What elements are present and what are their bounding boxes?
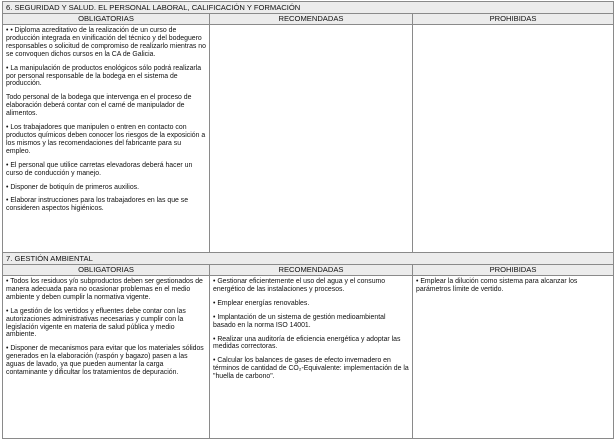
section-6-title: 6. SEGURIDAD Y SALUD. EL PERSONAL LABORAL, CALIFICACIÓN Y FORMACIÓN <box>3 2 614 14</box>
prohibidas-cell <box>413 25 614 257</box>
section-7-table <box>2 252 614 439</box>
header-prohibidas: PROHIBIDAS <box>413 14 614 25</box>
list-item: • Realizar una auditoría de eficiencia energética y adoptar las medidas correctoras. <box>213 335 401 351</box>
list-item: • Todos los residuos y/o subproductos deben ser gestionados de manera adecuada para no ocasionar problemas en el medio ambiente y deben cumplir la normativa vigente. <box>6 278 203 301</box>
list-item: Todo personal de la bodega que intervenga en el proceso de elaboración deberá contar con el carné de manipulador de alimentos. <box>6 94 192 118</box>
list-item: • Disponer de mecanismos para evitar que los materiales sólidos generados en la elaboración (raspón y bagazo) pasen a las aguas de lavado, ya que pueden aumentar la carga contaminante y dificultar los tratamientos de depuración. <box>6 345 204 377</box>
list-item: • • Diploma acreditativo de la realización de un curso de producción integrada en vinificación del técnico y del bodeguero responsables o solicitud de compromiso de realizarlo mientras no se convoquen dichos cursos en la CA de Galicia. <box>6 27 206 58</box>
list-item: • Implantación de un sistema de gestión medioambiental basado en la norma ISO 14001. <box>213 313 386 329</box>
list-item: • Gestionar eficientemente el uso del agua y el consumo energético de las instalaciones y procesos. <box>213 278 386 293</box>
list-item: • La manipulación de productos enológicos sólo podrá realizarla por personal responsable de la bodega en el sistema de producción. <box>6 64 202 88</box>
list-item: • Los trabajadores que manipulen o entren en contacto con productos químicos deben conocer los riesgos de la exposición a los mismos y las recomendaciones del fabricante para su empleo. <box>6 124 206 155</box>
recomendadas-cell <box>210 25 413 257</box>
list-item: • Disponer de botiquín de primeros auxilios. <box>6 183 140 191</box>
list-item: • Elaborar instrucciones para los trabajadores en las que se consideren aspectos higiénicos. <box>6 197 189 213</box>
header-prohibidas: PROHIBIDAS <box>413 265 614 276</box>
header-obligatorias: OBLIGATORIAS <box>3 14 210 25</box>
list-item: • Calcular los balances de gases de efecto invernadero en términos de cantidad de CO₂-Equivalente: implementación de la "huella de carbono". <box>213 357 409 381</box>
list-item: • Emplear la dilución como sistema para alcanzar los parámetros límite de vertido. <box>416 278 578 293</box>
section-6-table <box>2 1 614 257</box>
obligatorias-cell <box>3 276 210 439</box>
obligatorias-cell <box>3 25 210 257</box>
list-item: • La gestión de los vertidos y efluentes debe contar con las autorizaciones administrativas necesarias y cumplir con la legislación vigente en materia de salud pública y medio ambiente. <box>6 307 186 339</box>
section-7-title: 7. GESTIÓN AMBIENTAL <box>3 253 614 265</box>
header-recomendadas: RECOMENDADAS <box>210 265 413 276</box>
header-recomendadas: RECOMENDADAS <box>210 14 413 25</box>
list-item: • El personal que utilice carretas elevadoras deberá hacer un curso de conducción y manejo. <box>6 161 193 177</box>
recomendadas-cell <box>210 276 413 439</box>
header-obligatorias: OBLIGATORIAS <box>3 265 210 276</box>
list-item: • Emplear energías renovables. <box>213 299 310 307</box>
prohibidas-cell <box>413 276 614 439</box>
